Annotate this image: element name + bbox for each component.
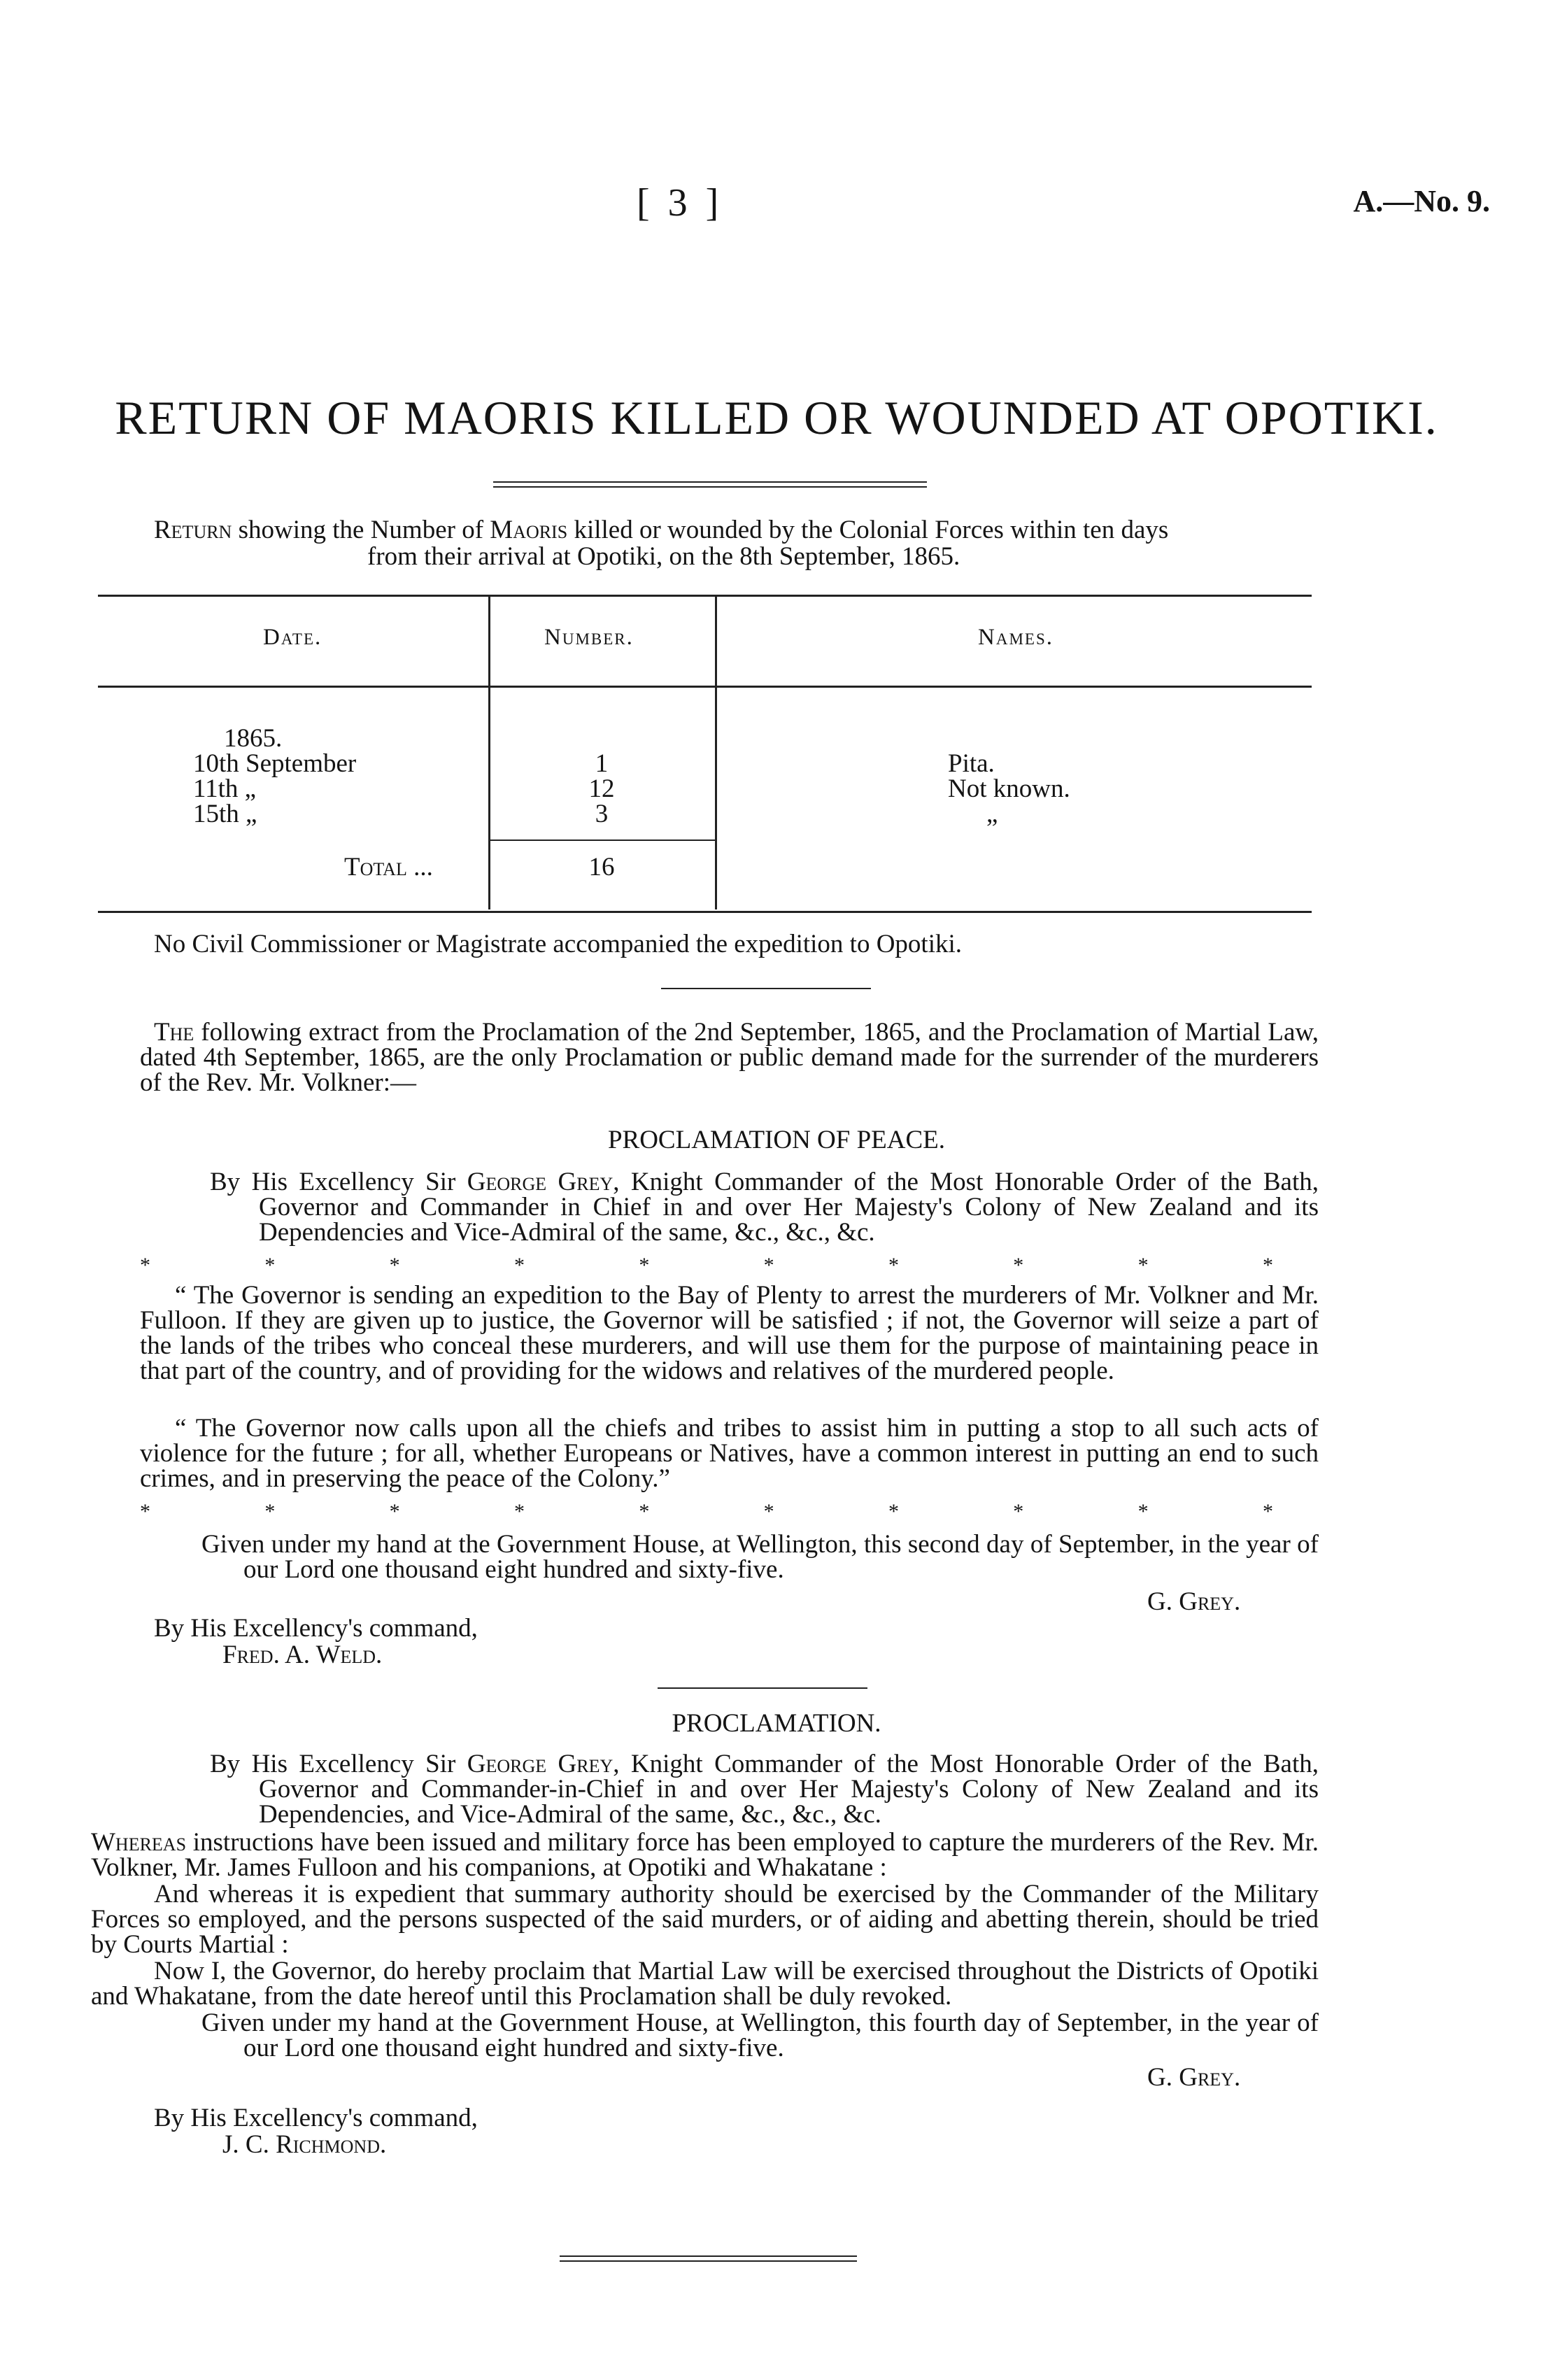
asterisk: * bbox=[140, 1500, 150, 1523]
page-title: RETURN OF MAORIS KILLED OR WOUNDED AT OPOTIKI. bbox=[115, 391, 1438, 444]
extract-intro-text: following extract from the Proclamation of the 2nd September, 1865, and the Proclamation of Martial Law, dated 4th September, 1865, are the only Proclamation or public demand made for the surrender of the murderers of the Rev. Mr. Volkner:— bbox=[140, 1018, 1319, 1097]
asterisk: * bbox=[513, 1254, 525, 1277]
proc-by-1: By His Excellency Sir bbox=[210, 1750, 467, 1778]
asterisk: * bbox=[264, 1254, 276, 1277]
peace-command: By His Excellency's command, bbox=[154, 1614, 478, 1643]
proclamation-paragraph-3: Now I, the Governor, do hereby proclaim that Martial Law will be exercised throughout the Districts of Opotiki and Whakatane, from the date hereof until this Proclamation shall be duly revoked. bbox=[91, 1957, 1319, 2011]
table-row-2-date: 11th „ bbox=[193, 774, 257, 803]
peace-given-clause: Given under my hand at the Government House, at Wellington, this second day of September, in the year of our Lord one thousand eight hundred and sixty-five. bbox=[201, 1530, 1319, 1584]
proclamation-preamble bbox=[210, 1752, 1319, 1827]
page-number: [ 3 ] bbox=[637, 181, 723, 225]
table-row-3-date: 15th „ bbox=[193, 800, 257, 828]
asterisk: * bbox=[1262, 1500, 1273, 1523]
proc-whereas-text: instructions have been issued and military force has been employed to capture the murderers of the Rev. Mr. Volkner, Mr. James Fulloon and his companions, at Opotiki and Whakatane : bbox=[91, 1828, 1319, 1882]
peace-governor-name: George Grey bbox=[467, 1168, 614, 1196]
asterisk: * bbox=[763, 1500, 774, 1523]
proclamation-peace-preamble bbox=[210, 1170, 1319, 1245]
table-year: 1865. bbox=[224, 724, 283, 753]
table-column-divider-2 bbox=[715, 595, 717, 909]
table-row-2-name: Not known. bbox=[948, 774, 1070, 803]
proclamation-heading: PROCLAMATION. bbox=[672, 1709, 881, 1738]
peace-by-1: By His Excellency Sir bbox=[210, 1168, 467, 1196]
return-intro-maoris: Maoris bbox=[490, 516, 568, 544]
return-intro-line-2: from their arrival at Opotiki, on the 8th September, 1865. bbox=[367, 542, 960, 571]
asterisk: * bbox=[1013, 1254, 1024, 1277]
table-total-value: 16 bbox=[588, 853, 615, 881]
table-row-1-date: 10th September bbox=[193, 749, 357, 778]
asterisk: * bbox=[1013, 1500, 1024, 1523]
table-header-number: Number. bbox=[544, 625, 634, 650]
peace-asterisks-1 bbox=[140, 1254, 1273, 1277]
asterisk: * bbox=[1137, 1254, 1149, 1277]
extract-intro-lead: The bbox=[154, 1018, 194, 1047]
return-intro-lead: Return bbox=[154, 516, 232, 544]
proclamation-countersign: J. C. Richmond. bbox=[222, 2130, 387, 2159]
asterisk: * bbox=[389, 1500, 400, 1523]
table-row-3-name: „ bbox=[986, 800, 998, 828]
peace-countersign: Fred. A. Weld. bbox=[222, 1641, 383, 1669]
proclamation-given-clause: Given under my hand at the Government House, at Wellington, this fourth day of September, in the year of our Lord one thousand eight hundred and sixty-five. bbox=[201, 2009, 1319, 2062]
asterisk: * bbox=[1137, 1500, 1149, 1523]
proclamation-paragraph-2: And whereas it is expedient that summary authority should be exercised by the Commander of the Military Forces so employed, and the persons suspected of the said murders, or of aiding and abetting therein, should be tried by Courts Martial : bbox=[91, 1880, 1319, 1959]
asterisk: * bbox=[639, 1500, 650, 1523]
proclamation-signature: G. Grey. bbox=[1147, 2063, 1241, 2092]
table-total-rule bbox=[490, 840, 715, 841]
table-bottom-rule bbox=[98, 911, 1312, 913]
return-intro-text-2: killed or wounded by the Colonial Forces within ten days bbox=[567, 516, 1169, 544]
asterisk: * bbox=[888, 1500, 899, 1523]
table-row-1-name: Pita. bbox=[948, 749, 995, 778]
peace-asterisks-2 bbox=[140, 1500, 1273, 1524]
proclamation-peace-heading: PROCLAMATION OF PEACE. bbox=[607, 1126, 946, 1154]
table-header-rule bbox=[98, 686, 1312, 688]
asterisk: * bbox=[639, 1254, 650, 1277]
peace-signature: G. Grey. bbox=[1147, 1587, 1241, 1616]
asterisk: * bbox=[513, 1500, 525, 1523]
proc-whereas-lead: Whereas bbox=[91, 1828, 187, 1857]
table-total-label: Total ... bbox=[344, 853, 433, 881]
asterisk: * bbox=[264, 1500, 276, 1523]
asterisk: * bbox=[140, 1254, 150, 1277]
peace-separator bbox=[658, 1687, 867, 1689]
peace-paragraph-2: “ The Governor now calls upon all the chiefs and tribes to assist him in putting a stop to all such acts of violence for the future ; for all, whether Europeans or Natives, have a common interest in putting an end to such crimes, and in preserving the peace of the Colony.” bbox=[140, 1414, 1319, 1493]
proc-governor-name: George Grey bbox=[467, 1750, 614, 1778]
return-intro-text-1: showing the Number of bbox=[232, 516, 490, 544]
table-row-3-number: 3 bbox=[595, 800, 609, 828]
peace-by-2: , Knight Commander of the Most Honorable Order of the Bath, Governor and Commander in Chief in and over Her Majesty's Colony of New Zealand and its Dependencies and Vice-Admiral of the same, &c., &c., &c. bbox=[259, 1168, 1319, 1247]
return-intro-line-1 bbox=[154, 518, 1319, 543]
asterisk: * bbox=[1262, 1254, 1273, 1277]
extract-intro bbox=[140, 1020, 1319, 1096]
closing-rule bbox=[560, 2255, 857, 2262]
table-row-1-number: 1 bbox=[595, 749, 609, 778]
no-commissioner-note: No Civil Commissioner or Magistrate accompanied the expedition to Opotiki. bbox=[154, 930, 963, 958]
asterisk: * bbox=[763, 1254, 774, 1277]
proc-by-2: , Knight Commander of the Most Honorable Order of the Bath, Governor and Commander-in-Chief in and over Her Majesty's Colony of New Zealand and its Dependencies, and Vice-Admiral of the same, &c., &c., &c. bbox=[259, 1750, 1319, 1829]
proclamation-whereas bbox=[91, 1830, 1319, 1880]
title-rule bbox=[493, 481, 927, 488]
asterisk: * bbox=[888, 1254, 899, 1277]
peace-paragraph-1: “ The Governor is sending an expedition to the Bay of Plenty to arrest the murderers of Mr. Volkner and Mr. Fulloon. If they are given up to justice, the Governor will be satisfied ; if not, the Governor will seize a part of the lands of the tribes who conceal these murderers, and will use them for the purpose of maintaining peace in that part of the country, and of providing for the widows and relatives of the murdered people. bbox=[140, 1281, 1319, 1385]
table-top-rule bbox=[98, 595, 1312, 597]
table-header-date: Date. bbox=[263, 625, 322, 650]
asterisk: * bbox=[389, 1254, 400, 1277]
note-separator bbox=[661, 988, 871, 989]
table-header-names: Names. bbox=[978, 625, 1054, 650]
proclamation-command: By His Excellency's command, bbox=[154, 2104, 478, 2132]
document-reference: A.—No. 9. bbox=[1353, 184, 1490, 218]
table-row-2-number: 12 bbox=[588, 774, 615, 803]
